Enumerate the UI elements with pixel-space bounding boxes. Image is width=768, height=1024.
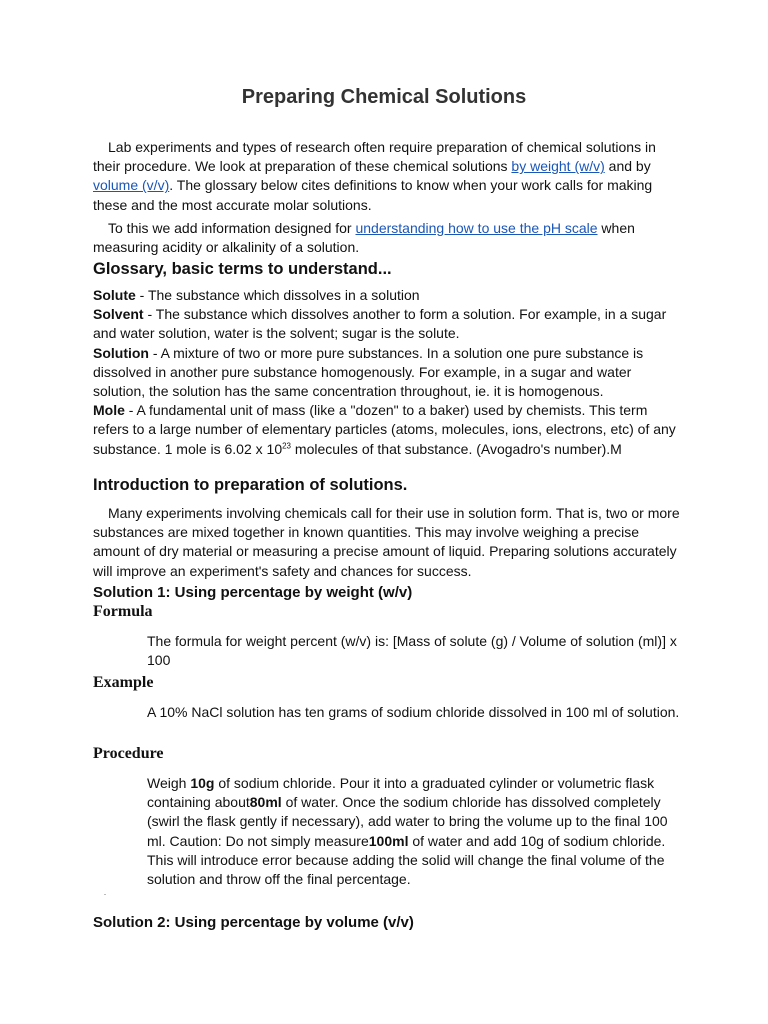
procedure-text-part: of water and add 10g of sodium chloride. This will introduce error because adding the solid will change the final volume of the solution and throw off the final percentage. (147, 832, 666, 888)
glossary-term: Mole (93, 402, 125, 419)
glossary-heading: Glossary, basic terms to understand... (93, 260, 392, 278)
procedure-text-part: of water. Once the sodium chloride has dissolved completely (swirl the flask gently if necessary), add water to bring the volume up to the final 100 ml. Caution: Do not simply measure (147, 794, 668, 849)
glossary-entry-solution (93, 344, 683, 402)
example-heading: Example (93, 674, 154, 691)
glossary-term: Solute (93, 287, 136, 303)
procedure-text (147, 774, 683, 889)
glossary-definition: - A mixture of two or more pure substances. In a solution one pure substance is dissolved in another pure substance homogenously. For example, in a sugar and water solution, the solution has the same concentration throughout, ie. it is homogenous. (93, 344, 644, 400)
intro-text: To this we add information designed for (108, 220, 356, 236)
formula-heading: Formula (93, 603, 153, 620)
stray-mark (104, 894, 106, 895)
glossary-term: Solvent (93, 306, 144, 323)
example-text: A 10% NaCl solution has ten grams of sodium chloride dissolved in 100 ml of solution. (147, 704, 680, 720)
intro-paragraph-1 (93, 138, 683, 215)
procedure-bold: 80ml (249, 794, 282, 811)
glossary-definition: - A fundamental unit of mass (like a "dozen" to a baker) used by chemists. This term refers to a large number of elementary particles (atoms, molecules, ions, electrons, etc) of any substance. 1 mole is 6.02 x 10 (93, 402, 676, 457)
ph-scale-link[interactable]: understanding how to use the pH scale (355, 220, 598, 236)
formula-text: The formula for weight percent (w/v) is: [Mass of solute (g) / Volume of solution (ml)] x 100 (147, 633, 677, 669)
introduction-heading: Introduction to preparation of solutions. (93, 476, 408, 494)
glossary-term: Solution (93, 344, 149, 361)
by-weight-link[interactable]: by weight (w/v) (511, 158, 605, 175)
intro-paragraph-2 (93, 219, 683, 257)
page-title: Preparing Chemical Solutions (241, 86, 527, 108)
glossary-definition: - The substance which dissolves in a solution (135, 287, 420, 303)
glossary-entry-solvent (93, 305, 683, 343)
glossary-definition: - The substance which dissolves another to form a solution. For example, in a sugar and water solution, water is the solvent; sugar is the solute. (93, 306, 667, 342)
glossary-entry-solute (93, 286, 683, 305)
procedure-text-part: Weigh (147, 775, 191, 791)
procedure-bold: 100ml (368, 832, 409, 849)
glossary-list (93, 286, 683, 459)
solution-1-heading: Solution 1: Using percentage by weight (w/v) (93, 584, 413, 601)
by-volume-link[interactable]: volume (v/v) (93, 177, 170, 194)
intro-text: when measuring acidity or alkalinity of a solution. (93, 220, 635, 256)
solution-2-heading: Solution 2: Using percentage by volume (v/v) (93, 914, 414, 931)
introduction-paragraph: Many experiments involving chemicals call for their use in solution form. That is, two or more substances are mixed together in known quantities. This may involve weighing a precise amount of dry material or measuring a precise amount of liquid. Preparing solutions accurately will improve an experiment's safety and chances for success. (93, 505, 680, 579)
procedure-text-part: of sodium chloride. Pour it into a graduated cylinder or volumetric flask containing about (147, 775, 655, 811)
glossary-definition: molecules of that substance. (Avogadro's number).M (291, 440, 622, 457)
exponent: 23 (282, 440, 292, 450)
intro-text: . The glossary below cites definitions to know when your work calls for making these and the most accurate molar solutions. (93, 177, 653, 213)
glossary-entry-mole (93, 401, 683, 459)
intro-text: Lab experiments and types of research often require preparation of chemical solutions in their procedure. We look at preparation of these chemical solutions (93, 139, 656, 175)
procedure-bold: 10g (190, 775, 215, 791)
intro-text: and by (604, 158, 651, 175)
procedure-heading: Procedure (93, 745, 164, 762)
